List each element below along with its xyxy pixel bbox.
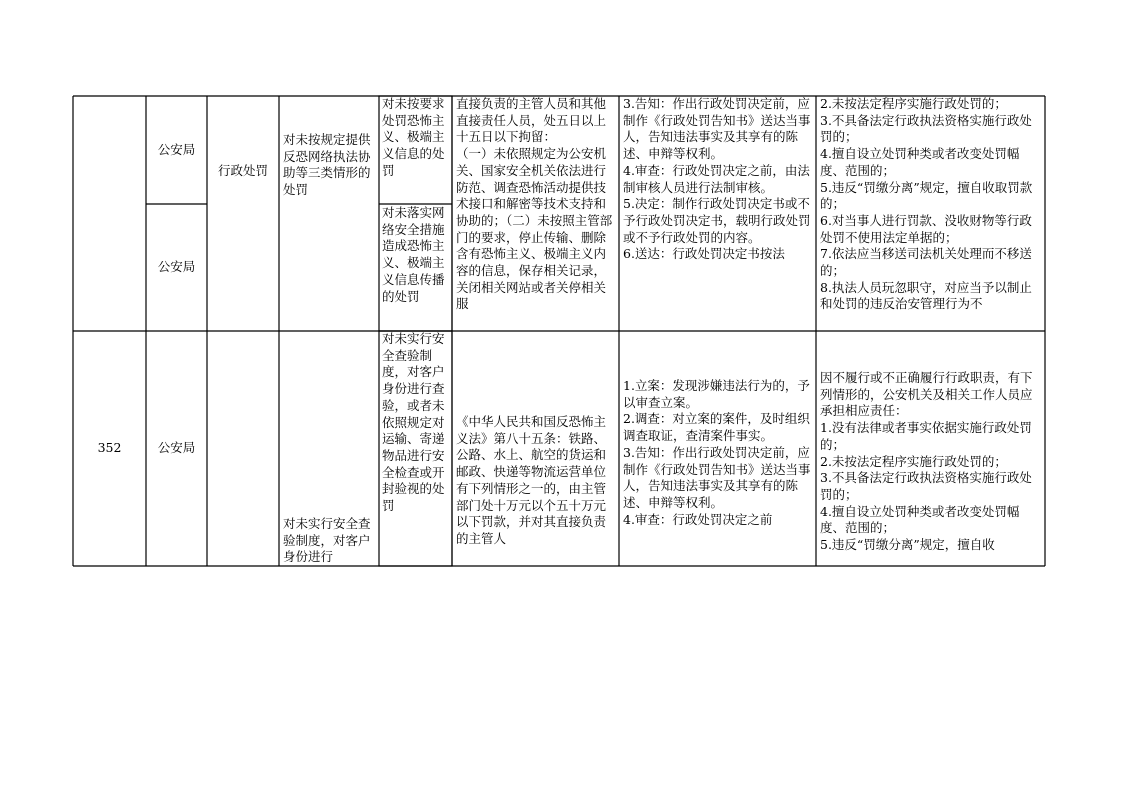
agency-cell: 公安局 <box>157 259 196 275</box>
sub-item-cell: 对未落实网络安全措施造成恐怖主义、极端主义信息传播的处罚 <box>382 205 445 304</box>
category-cell: 行政处罚 <box>217 162 268 178</box>
sub-item-cell: 对未实行安全查验制度，对客户身份进行查验，或者未依照规定对运输、寄递物品进行安全检查或开封验视的处罚 <box>382 331 445 514</box>
agency-cell: 公安局 <box>157 141 196 157</box>
procedure-cell: 1.立案：发现涉嫌违法行为的，予以审查立案。 2.调查：对立案的案件，及时组织调查取证，查清案件事实。 3.告知：作出行政处罚决定前，应制作《行政处罚告知书》送达当事人，告知违法事实及其享有的陈述、申辩等权利。 4.审查：行政处罚决定之前 <box>623 378 811 527</box>
item-name-cell: 对未按规定提供反恐网络执法协助等三类情形的处罚 <box>283 132 371 198</box>
item-name-cell: 对未实行安全查验制度，对客户身份进行 <box>283 516 371 565</box>
liability-cell: 2.未按法定程序实施行政处罚的； 3.不具备法定行政执法资格实施行政处罚的； 4.擅自设立处罚种类或者改变处罚幅度、范围的； 5.违反“罚缴分离”规定，擅自收取罚款的； 6.对当事人进行罚款、没收财物等行政处罚不使用法定单据的； 7.依法应当移送司法机关处理而不移送的； 8.执法人员玩忽职守，对应当予以制止和处罚的违反治安管理行为不 <box>820 96 1033 312</box>
row-number-cell: 352 <box>97 440 122 456</box>
legal-basis-cell: 直接负责的主管人员和其他直接责任人员，处五日以上十五日以下拘留： （一）未依照规定为公安机关、国家安全机关依法进行防范、调查恐怖活动提供技术接口和解密等技术支持和协助的；（二）未按照主管部门的要求，停止传输、删除含有恐怖主义、极端主义内容的信息，保存相关记录，关闭相关网站或者关停相关服 <box>456 96 613 312</box>
procedure-cell: 3.告知：作出行政处罚决定前，应制作《行政处罚告知书》送达当事人，告知违法事实及其享有的陈述、申辩等权利。 4.审查：行政处罚决定之前，由法制审核人员进行法制审核。 5.决定：制作行政处罚决定书或不予行政处罚决定书，载明行政处罚或不予行政处罚的内容。 6.送达：行政处罚决定书按法 <box>623 96 811 262</box>
liability-cell: 因不履行或不正确履行行政职责，有下列情形的，公安机关及相关工作人员应承担相应责任： 1.没有法律或者事实依据实施行政处罚的； 2.未按法定程序实施行政处罚的； 3.不具备法定行政执法资格实施行政处罚的； 4.擅自设立处罚种类或者改变处罚幅度、范围的； 5.违反“罚缴分离”规定，擅自收 <box>820 370 1033 553</box>
agency-cell: 公安局 <box>157 440 196 456</box>
sub-item-cell: 对未按要求处罚恐怖主义、极端主义信息的处罚 <box>382 96 445 178</box>
legal-basis-cell: 《中华人民共和国反恐怖主义法》第八十五条：铁路、公路、水上、航空的货运和邮政、快递等物流运营单位有下列情形之一的，由主管部门处十万元以个五十万元以下罚款，并对其直接负责的主管人 <box>456 414 607 546</box>
